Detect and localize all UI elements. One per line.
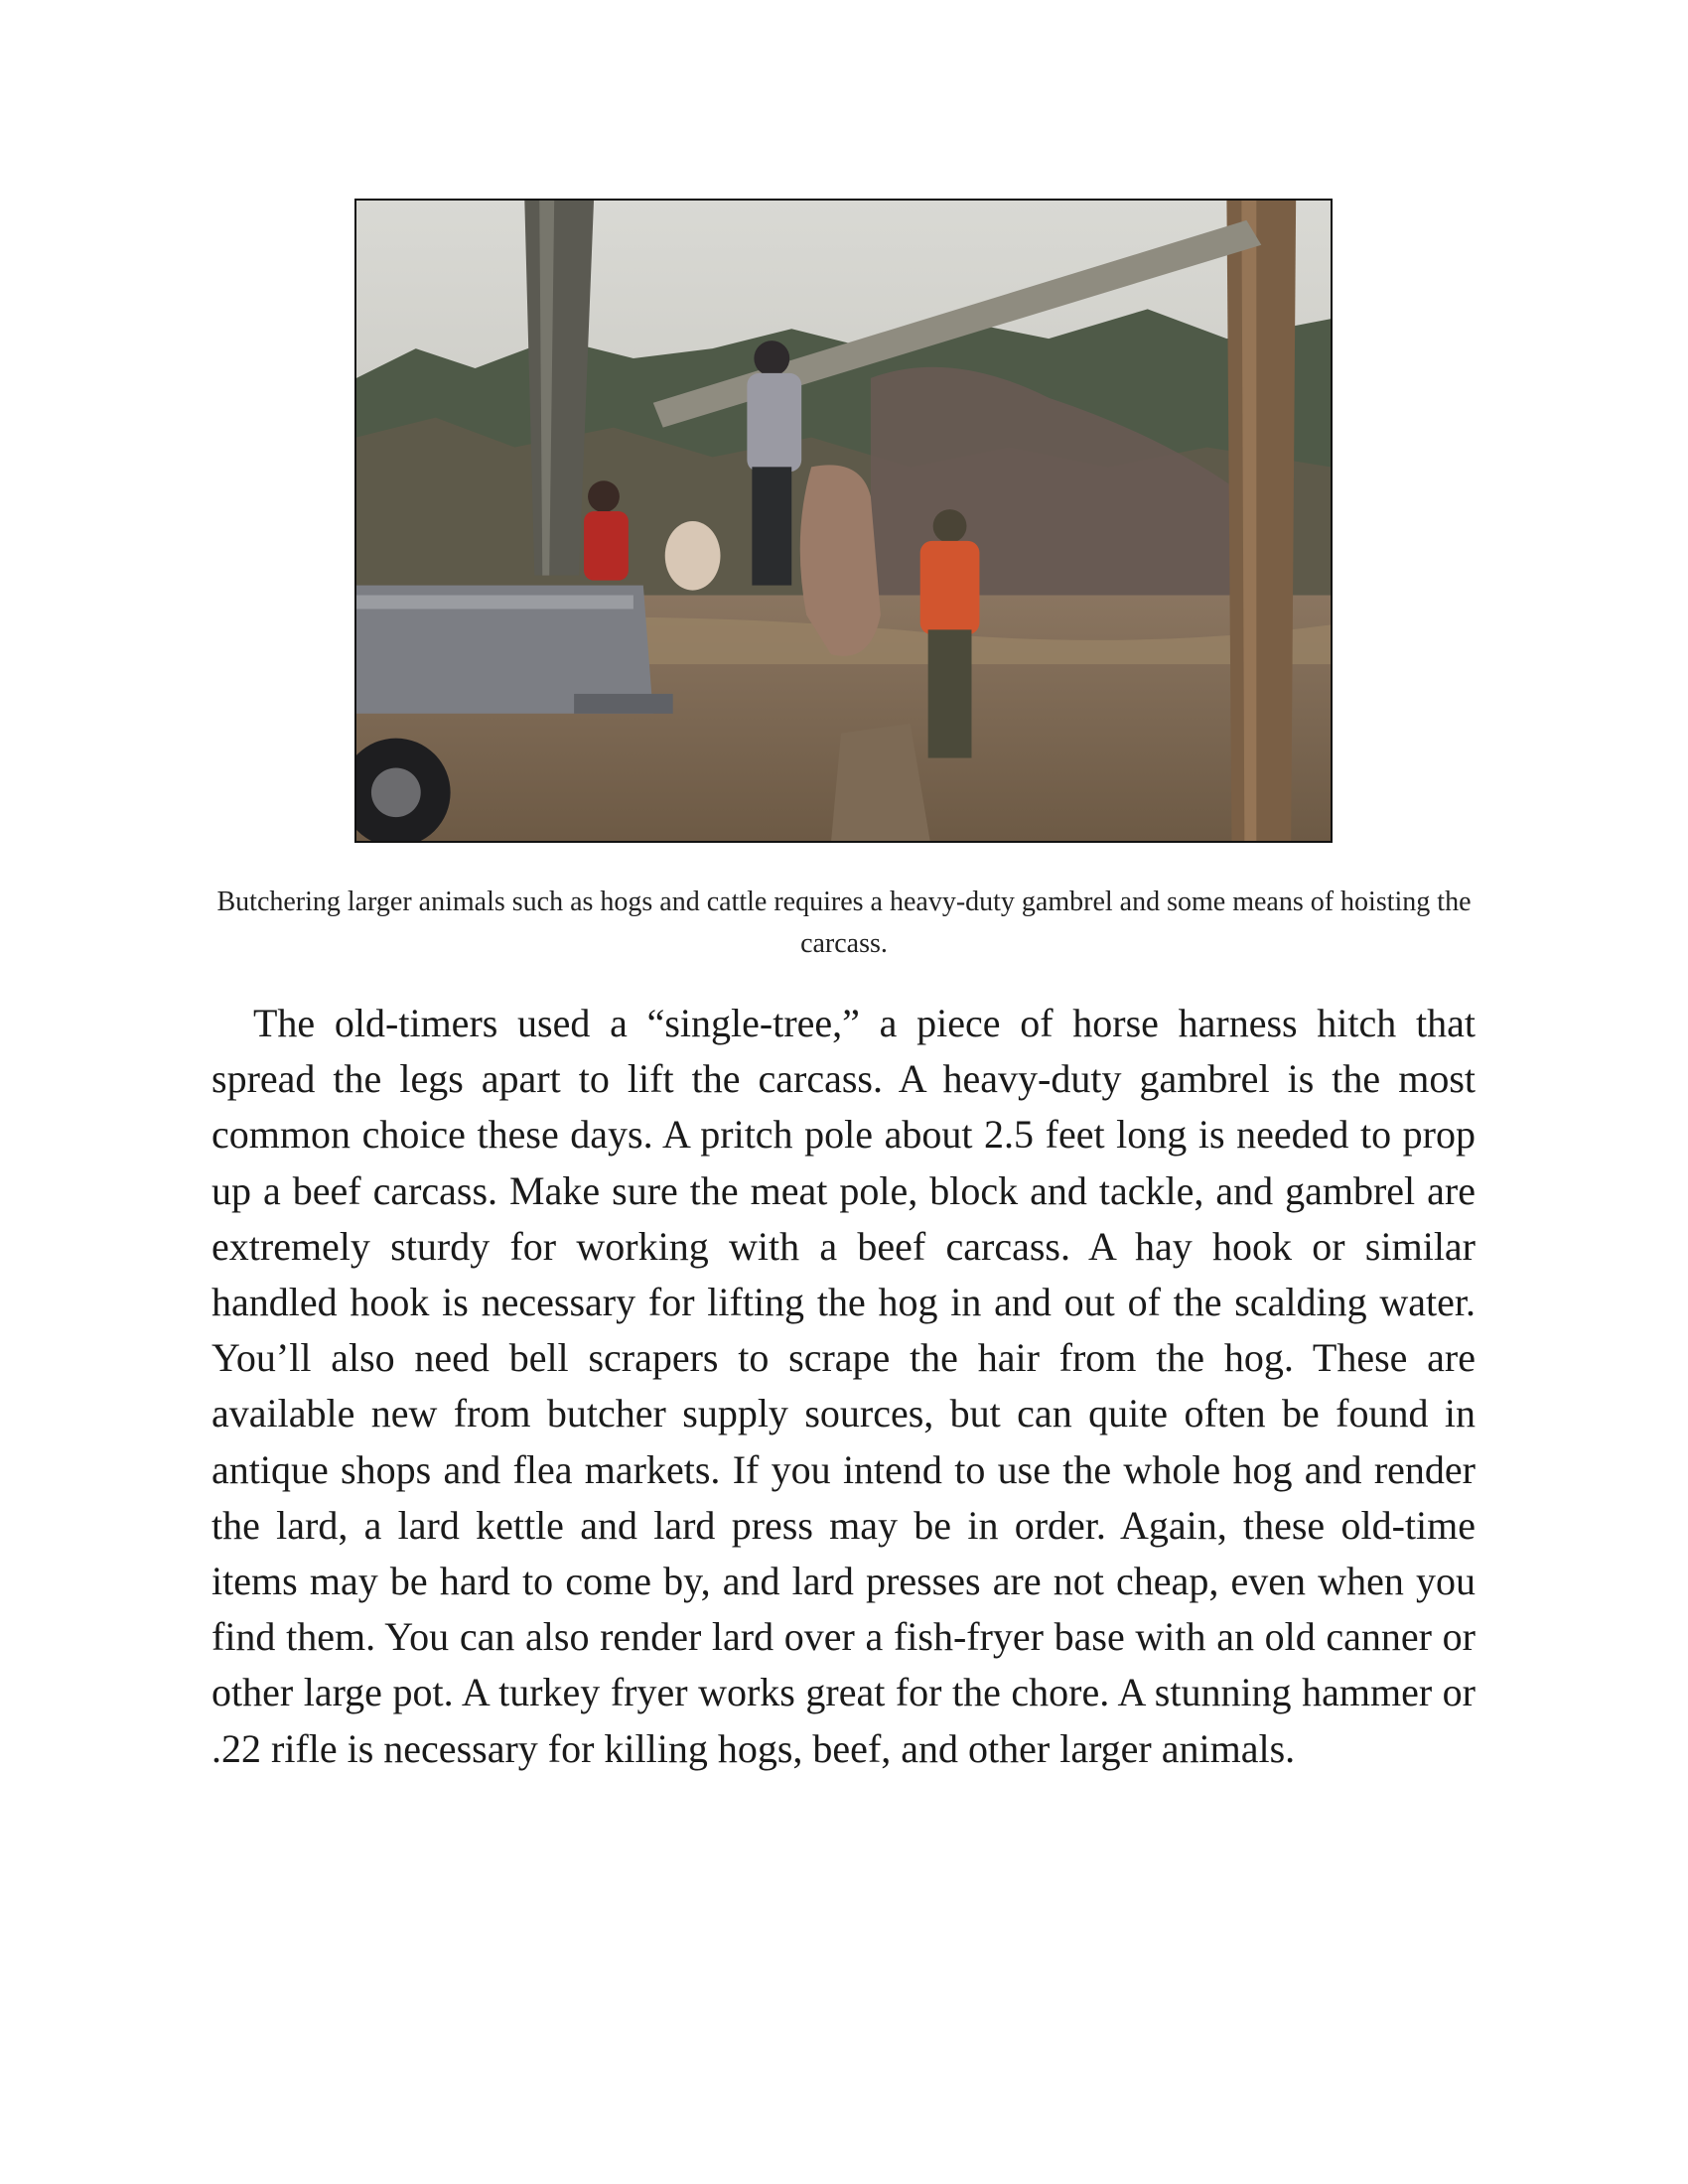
- photo-caption: Butchering larger animals such as hogs and cattle requires a heavy-duty gambrel and some means of hoisting the carcass.: [216, 887, 1472, 959]
- butchering-photo: [354, 199, 1333, 843]
- photo-illustration: [356, 201, 1331, 841]
- body-paragraph: The old-timers used a “single-tree,” a piece of horse harness hitch that spread the legs apart to lift the carcass. A heavy-duty gambrel is the most common choice these days. A pritch pole about 2.5 feet long is needed to prop up a beef carcass. Make sure the meat pole, block and tackle, and gambrel are extremely sturdy for working with a beef carcass. A hay hook or similar handled hook is necessary for lifting the hog in and out of the scalding water. You’ll also need bell scrapers to scrape the hair from the hog. These are available new from butcher supply sources, but can quite often be found in antique shops and flea markets. If you intend to use the whole hog and render the lard, a lard kettle and lard press may be in order. Again, these old-time items may be hard to come by, and lard presses are not cheap, even when you find them. You can also render lard over a fish-fryer base with an old canner or other large pot. A turkey fryer works great for the chore. A stunning hammer or .22 rifle is necessary for killing hogs, beef, and other larger animals.: [211, 1001, 1476, 1771]
